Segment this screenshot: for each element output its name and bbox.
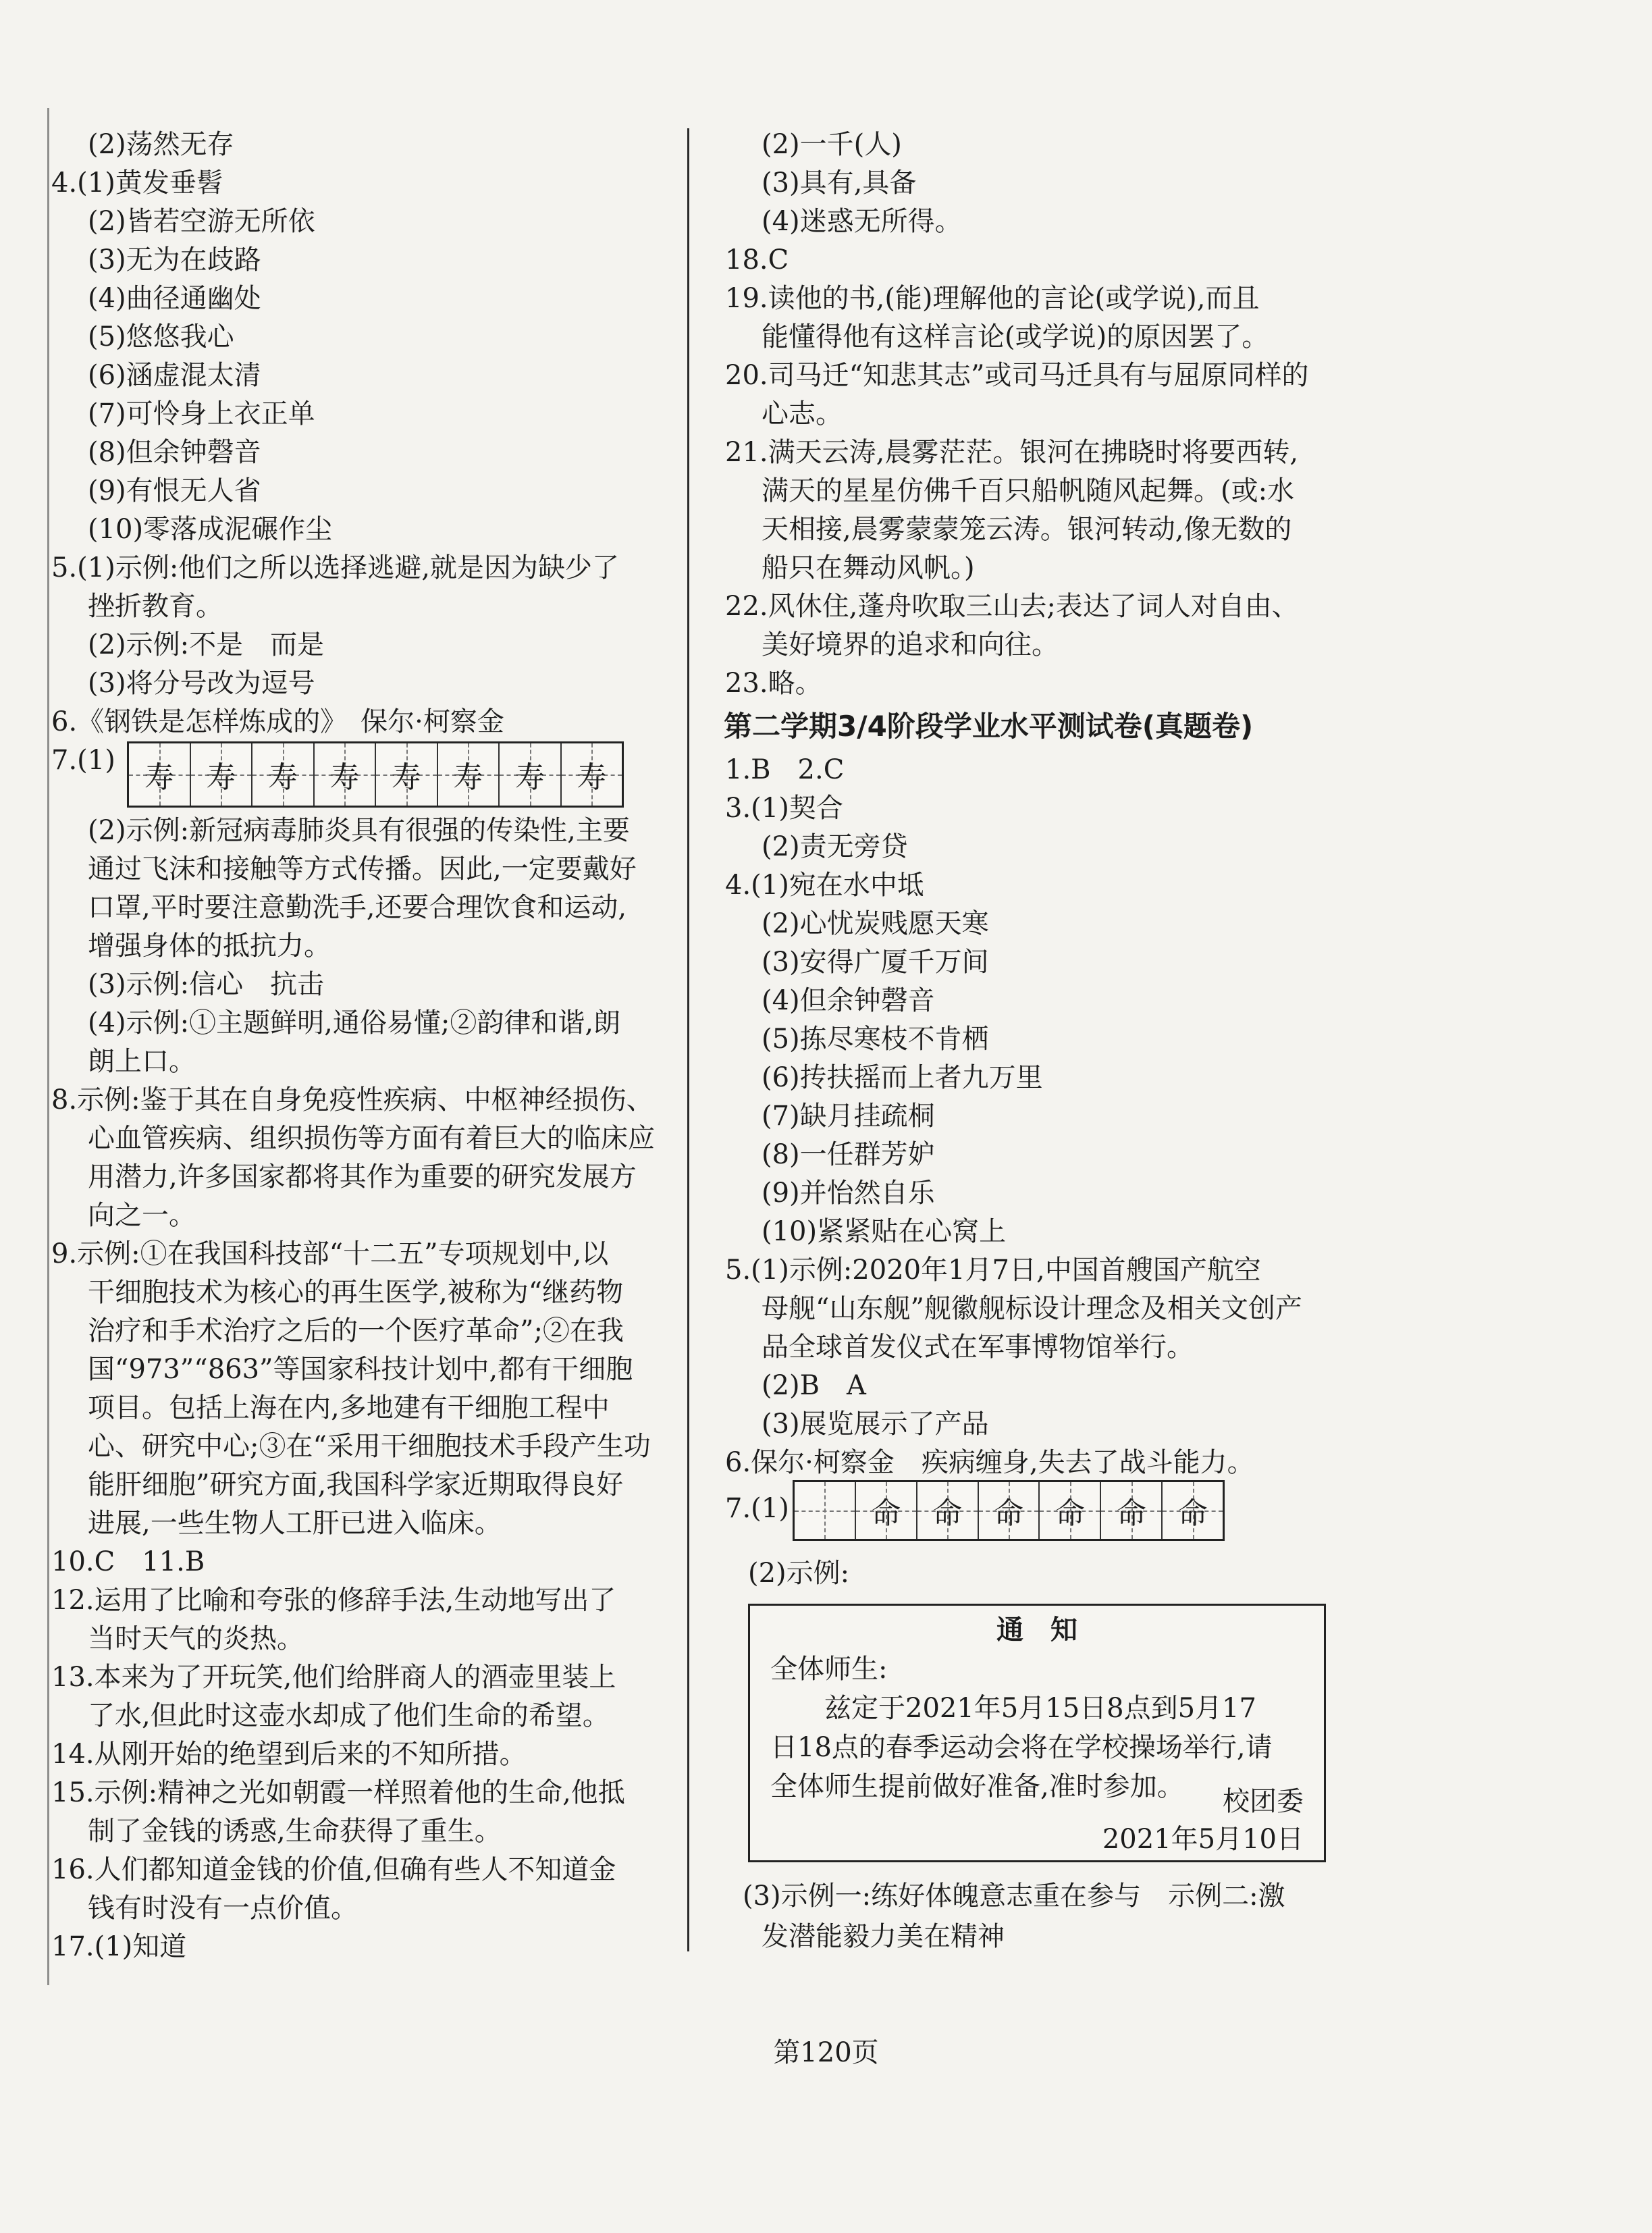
- grid-cell: 命: [1163, 1482, 1223, 1539]
- grid-cell: 寿: [129, 743, 191, 806]
- answer-line: 7.(1): [725, 1493, 789, 1524]
- answer-line: 天相接,晨雾蒙蒙笼云涛。银河转动,像无数的: [762, 514, 1292, 545]
- notice-title: 通 知: [996, 1614, 1077, 1646]
- answer-line: (4)但余钟磬音: [762, 985, 935, 1016]
- answer-line: 5.(1)示例:他们之所以选择逃避,就是因为缺少了: [51, 552, 620, 583]
- answer-line: 20.司马迁“知悲其志”或司马迁具有与屈原同样的: [725, 360, 1309, 391]
- answer-line: (3)无为在歧路: [88, 244, 261, 275]
- answer-line: 当时天气的炎热。: [88, 1623, 304, 1654]
- answer-line: 心志。: [762, 398, 843, 429]
- grid-cell: 命: [1040, 1482, 1101, 1539]
- answer-line: 进展,一些生物人工肝已进入临床。: [88, 1508, 502, 1539]
- answer-line: 6.保尔·柯察金 疾病缠身,失去了战斗能力。: [725, 1447, 1254, 1478]
- answer-line: 14.从刚开始的绝望到后来的不知所措。: [51, 1739, 527, 1770]
- answer-line: 3.(1)契合: [725, 793, 843, 824]
- notice-body: 日18点的春季运动会将在学校操场举行,请: [770, 1732, 1273, 1763]
- answer-line: (3)具有,具备: [762, 167, 917, 199]
- answer-line: 船只在舞动风帆。): [762, 552, 975, 583]
- answer-line: 朗上口。: [88, 1046, 196, 1077]
- answer-line: 6.《钢铁是怎样炼成的》 保尔·柯察金: [51, 706, 504, 737]
- answer-line: 满天的星星仿佛千百只船帆随风起舞。(或:水: [762, 475, 1295, 506]
- answer-line: 用潜力,许多国家都将其作为重要的研究发展方: [88, 1161, 637, 1192]
- calligraphy-grid-right: [793, 1480, 1225, 1541]
- answer-line: 9.示例:①在我国科技部“十二五”专项规划中,以: [51, 1238, 609, 1269]
- answer-line: (2)责无旁贷: [762, 831, 908, 862]
- answer-line: 21.满天云涛,晨雾茫茫。银河在拂晓时将要西转,: [725, 437, 1299, 468]
- grid-cell: 寿: [315, 743, 377, 806]
- answer-line: 5.(1)示例:2020年1月7日,中国首艘国产航空: [725, 1255, 1261, 1286]
- answer-line: 10.C 11.B: [51, 1546, 205, 1577]
- section-heading: 第二学期3/4阶段学业水平测试卷(真题卷): [724, 710, 1254, 743]
- answer-line: (6)抟扶摇而上者九万里: [762, 1062, 1043, 1093]
- answer-line: 8.示例:鉴于其在自身免疫性疾病、中枢神经损伤、: [51, 1084, 654, 1115]
- answer-line: (2)一千(人): [762, 129, 902, 160]
- answer-line: 国“973”“863”等国家科技计划中,都有干细胞: [88, 1354, 633, 1385]
- answer-line: (6)涵虚混太清: [88, 360, 261, 391]
- answer-line: 23.略。: [725, 668, 822, 699]
- answer-line: (8)但余钟磬音: [88, 437, 261, 468]
- answer-line: (2)示例:新冠病毒肺炎具有很强的传染性,主要: [88, 815, 630, 846]
- grid-cell: 寿: [500, 743, 562, 806]
- answer-line: (10)紧紧贴在心窝上: [762, 1216, 1007, 1247]
- notice-date: 2021年5月10日: [1102, 1824, 1304, 1855]
- answer-line: (2)荡然无存: [88, 129, 234, 160]
- answer-line: 4.(1)黄发垂髫: [51, 167, 223, 199]
- grid-cell: 寿: [191, 743, 253, 806]
- notice-box: [748, 1604, 1326, 1862]
- answer-line: 心、研究中心;③在“采用干细胞技术手段产生功: [88, 1431, 651, 1462]
- answer-line: 15.示例:精神之光如朝霞一样照着他的生命,他抵: [51, 1777, 625, 1808]
- answer-line: (5)拣尽寒枝不肯栖: [762, 1024, 989, 1055]
- answer-line: (2)皆若空游无所依: [88, 206, 315, 237]
- grid-cell: 寿: [562, 743, 622, 806]
- answer-line: 4.(1)宛在水中坻: [725, 870, 924, 901]
- answer-line: 治疗和手术治疗之后的一个医疗革命”;②在我: [88, 1315, 624, 1346]
- notice-salutation: 全体师生:: [770, 1654, 888, 1685]
- answer-line: 22.风休住,蓬舟吹取三山去;表达了词人对自由、: [725, 591, 1299, 622]
- answer-line: 美好境界的追求和向往。: [762, 629, 1059, 660]
- grid-cell: 寿: [376, 743, 438, 806]
- answer-line: (3)展览展示了产品: [762, 1409, 989, 1440]
- answer-line: (2)心忧炭贱愿天寒: [762, 908, 989, 939]
- answer-line: (7)可怜身上衣正单: [88, 398, 315, 429]
- answer-line: (9)有恨无人省: [88, 475, 261, 506]
- answer-line: 18.C: [725, 244, 789, 275]
- grid-cell: 命: [856, 1482, 917, 1539]
- answer-line: (2)示例:不是 而是: [88, 629, 325, 660]
- answer-line: 制了金钱的诱惑,生命获得了重生。: [88, 1816, 502, 1847]
- answer-line: 项目。包括上海在内,多地建有干细胞工程中: [88, 1392, 610, 1423]
- answer-line: (5)悠悠我心: [88, 321, 234, 352]
- answer-line: 钱有时没有一点价值。: [88, 1893, 358, 1924]
- answer-line: 19.读他的书,(能)理解他的言论(或学说),而且: [725, 283, 1260, 314]
- answer-line: (9)并怡然自乐: [762, 1178, 935, 1209]
- answer-line: 能肝细胞”研究方面,我国科学家近期取得良好: [88, 1469, 624, 1500]
- answer-line: (4)迷惑无所得。: [762, 206, 962, 237]
- answer-line: (3)将分号改为逗号: [88, 668, 315, 699]
- answer-line: (3)示例一:练好体魄意志重在参与 示例二:激: [743, 1881, 1285, 1912]
- answer-line: (4)示例:①主题鲜明,通俗易懂;②韵律和谐,朗: [88, 1007, 621, 1039]
- answer-line: 干细胞技术为核心的再生医学,被称为“继药物: [88, 1277, 624, 1308]
- answer-line: 向之一。: [88, 1200, 196, 1231]
- answer-line: 通过飞沫和接触等方式传播。因此,一定要戴好: [88, 853, 637, 885]
- answer-line: 发潜能毅力美在精神: [762, 1921, 1005, 1952]
- answer-line: (2)示例:: [748, 1558, 850, 1589]
- answer-line: 口罩,平时要注意勤洗手,还要合理饮食和运动,: [88, 892, 627, 923]
- answer-line: 12.运用了比喻和夸张的修辞手法,生动地写出了: [51, 1585, 616, 1616]
- binding-edge-line: [47, 108, 49, 1985]
- answer-line: 品全球首发仪式在军事博物馆举行。: [762, 1332, 1194, 1363]
- grid-cell: [795, 1482, 856, 1539]
- grid-cell: 命: [917, 1482, 979, 1539]
- answer-line: 13.本来为了开玩笑,他们给胖商人的酒壶里装上: [51, 1662, 616, 1693]
- answer-line: (3)安得广厦千万间: [762, 947, 989, 978]
- answer-line: 17.(1)知道: [51, 1931, 187, 1962]
- calligraphy-grid-left: [127, 741, 624, 808]
- notice-body: 全体师生提前做好准备,准时参加。: [770, 1771, 1184, 1802]
- answer-line: 挫折教育。: [88, 591, 223, 622]
- answer-line: 母舰“山东舰”舰徽舰标设计理念及相关文创产: [762, 1293, 1302, 1324]
- grid-cell: 命: [979, 1482, 1040, 1539]
- answer-line: 能懂得他有这样言论(或学说)的原因罢了。: [762, 321, 1269, 352]
- answer-line: 1.B 2.C: [725, 754, 845, 785]
- column-divider: [687, 128, 689, 1951]
- answer-line: (3)示例:信心 抗击: [88, 969, 325, 1000]
- answer-line: (7)缺月挂疏桐: [762, 1101, 935, 1132]
- answer-line: 7.(1): [51, 745, 115, 776]
- notice-body: 兹定于2021年5月15日8点到5月17: [824, 1693, 1256, 1724]
- page-number: 第120页: [773, 2037, 879, 2068]
- answer-line: (8)一任群芳妒: [762, 1139, 935, 1170]
- answer-line: (10)零落成泥碾作尘: [88, 514, 333, 545]
- grid-cell: 寿: [438, 743, 500, 806]
- answer-line: 增强身体的抵抗力。: [88, 930, 331, 962]
- answer-line: (4)曲径通幽处: [88, 283, 261, 314]
- grid-cell: 命: [1101, 1482, 1163, 1539]
- notice-signer: 校团委: [1223, 1786, 1304, 1817]
- answer-line: (2)B A: [762, 1370, 866, 1401]
- answer-line: 心血管疾病、组织损伤等方面有着巨大的临床应: [88, 1123, 655, 1154]
- grid-cell: 寿: [252, 743, 315, 806]
- answer-line: 16.人们都知道金钱的价值,但确有些人不知道金: [51, 1854, 616, 1885]
- answer-line: 了水,但此时这壶水却成了他们生命的希望。: [88, 1700, 610, 1731]
